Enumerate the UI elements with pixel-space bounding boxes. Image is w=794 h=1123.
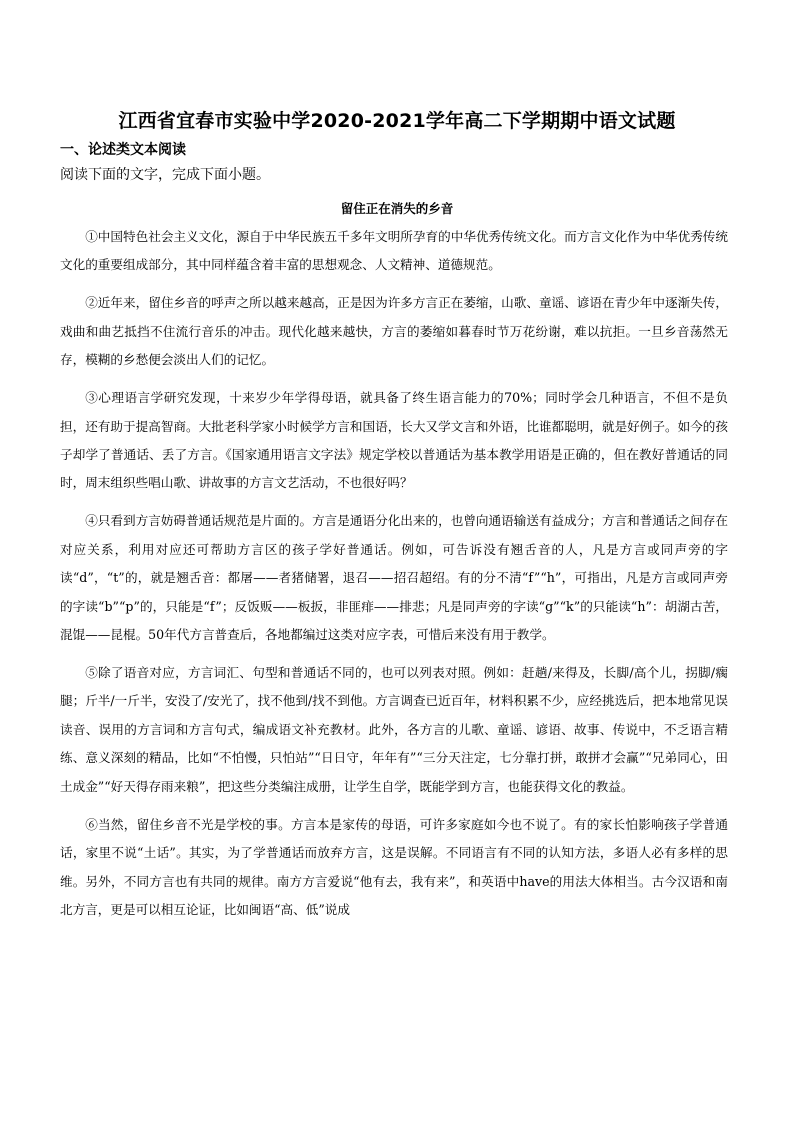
paragraph: ③心理语言学研究发现，十来岁少年学得母语，就具备了终生语言能力的70%；同时学会几种语言，不但不是负担，还有助于提高智商。大批老科学家小时候学方言和国语，长大又学文言和外语，比谁都聪明，就是好例子。如今的孩子却学了普通话、丢了方言。《国家通用语言文字法》规定学校以普通话为基本教学用语是正确的，但在教好普通话的同时，周末组织些唱山歌、讲故事的方言文艺活动，不也很好吗？ bbox=[60, 390, 728, 491]
paragraph: ②近年来，留住乡音的呼声之所以越来越高，正是因为许多方言正在萎缩，山歌、童谣、谚语在青少年中逐渐失传，戏曲和曲艺抵挡不住流行音乐的冲击。现代化越来越快，方言的萎缩如暮春时节万花纷谢，难以抗拒。一旦乡音荡然无存，模糊的乡愁便会淡出人们的记忆。 bbox=[60, 295, 728, 368]
paragraph: ⑤除了语音对应，方言词汇、句型和普通话不同的，也可以列表对照。例如：赶趟/来得及，长脚/高个儿，拐脚/瘸腿；斤半/一斤半，安没了/安光了，找不他到/找不到他。方言调查已近百年，材料积累不少，应经挑选后，把本地常见误读音、误用的方言词和方言句式，编成语文补充教材。此外，各方言的儿歌、童谣、谚语、故事、传说中，不乏语言精练、意义深刻的精品，比如“不怕慢，只怕站”“日日守，年年有”“三分天注定，七分靠打拼，敢拼才会赢”“兄弟同心，田土成金”“好天得存雨来粮”，把这些分类编注成册，让学生自学，既能学到方言，也能获得文化的教益。 bbox=[60, 665, 728, 794]
article-title: 留住正在消失的乡音 bbox=[340, 201, 454, 216]
reading-instruction: 阅读下面的文字，完成下面小题。 bbox=[60, 167, 270, 183]
article-body bbox=[60, 223, 728, 934]
paragraph: ⑥当然，留住乡音不光是学校的事。方言本是家传的母语，可许多家庭如今也不说了。有的家长怕影响孩子学普通话，家里不说“土话”。其实，为了学普通话而放弃方言，这是误解。不同语言有不同的认知方法，多语人必有多样的思维。另外，不同方言也有共同的规律。南方方言爱说“他有去，我有来”，和英语中have的用法大体相当。古今汉语和南北方言，更是可以相互论证，比如闽语“高、低”说成 bbox=[60, 816, 728, 917]
paragraph: ④只看到方言妨碍普通话规范是片面的。方言是通语分化出来的，也曾向通语输送有益成分；方言和普通话之间存在对应关系，利用对应还可帮助方言区的孩子学好普通话。例如，可告诉没有翘舌音的人，凡是方言或同声旁的字读“d”，“t”的，就是翘舌音：都屠——者猪储署，退召——招召超绍。有的分不清“f”“h”，可指出，凡是方言或同声旁的字读“b”“p”的，只能是“f”；反饭贩——板扳，非匪痱——排悲；凡是同声旁的字读“g”“k”的只能读“h”：胡湖古苦，混馄——昆棍。50年代方言普查后，各地都编过这类对应字表，可惜后来没有用于教学。 bbox=[60, 513, 728, 643]
page-title: 江西省宜春市实验中学2020-2021学年高二下学期期中语文试题 bbox=[118, 110, 676, 132]
section-heading: 一、论述类文本阅读 bbox=[60, 142, 186, 158]
paragraph: ①中国特色社会主义文化，源自于中华民族五千多年文明所孕育的中华优秀传统文化。而方言文化作为中华优秀传统文化的重要组成部分，其中同样蕴含着丰富的思想观念、人文精神、道德规范。 bbox=[60, 229, 728, 273]
